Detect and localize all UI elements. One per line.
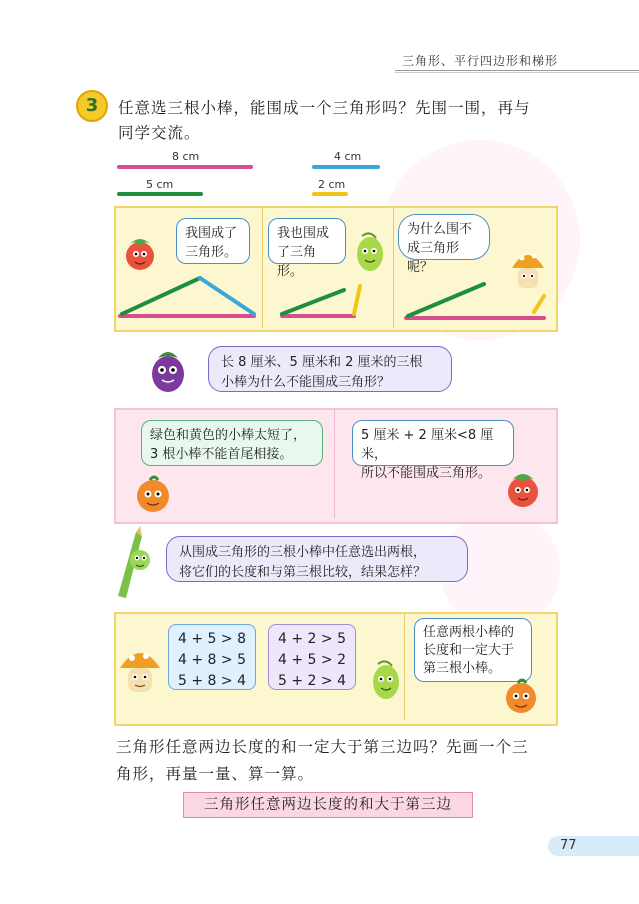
bubble-line: 从围成三角形的三根小棒中任意选出两根， [179, 545, 427, 560]
inequality: 5 + 2 > 4 [278, 673, 346, 689]
mushroom-character-icon [512, 254, 544, 289]
tomato-character-icon [126, 239, 154, 270]
stick-label-5cm: 5 cm [146, 178, 174, 191]
stick-label-2cm: 2 cm [318, 178, 346, 191]
bubble-line: 任意两根小棒的 [423, 625, 515, 640]
pencil-character-icon [112, 526, 162, 602]
inequality: 4 + 2 > 5 [278, 631, 346, 647]
followup-line1: 三角形任意两边长度的和一定大于第三边吗？先画一个三 [116, 738, 529, 756]
stick-2cm [312, 192, 348, 196]
bubble-line: 三角形。 [185, 245, 238, 260]
bubble-line: 了三角形。 [277, 245, 317, 279]
inequality: 4 + 5 > 2 [278, 652, 346, 668]
bubble-line: 为什么围不 [407, 222, 473, 237]
bubble-line: 我围成了 [185, 226, 238, 241]
header-rule-secondary [395, 72, 639, 73]
panel1-drawing [114, 206, 554, 328]
bubble-line: 小棒为什么不能围成三角形？ [221, 375, 391, 390]
inequalities-box-triangle2 [268, 624, 356, 690]
orange-character-icon [128, 468, 178, 518]
stick-yellow [534, 296, 544, 312]
chapter-title: 三角形、平行四边形和梯形 [402, 54, 559, 68]
inequality: 4 + 8 > 5 [178, 652, 246, 668]
bubble-line: 长度和一定大于 [423, 643, 515, 658]
bubble-line: 第三根小棒。 [423, 661, 502, 676]
followup-question [116, 734, 576, 788]
eggplant-character-icon [138, 336, 198, 396]
question-text [118, 96, 568, 146]
bubble-line: 将它们的长度和与第三根比较，结果怎样？ [179, 565, 427, 580]
stick-green [282, 290, 344, 314]
explanation-bubble-right [352, 420, 514, 481]
orange-character-icon [498, 672, 544, 718]
question-number-badge: 3 [76, 90, 108, 122]
question-text-line2: 同学交流。 [118, 124, 201, 142]
stick-yellow [354, 286, 360, 314]
bean-character-icon [357, 233, 383, 271]
stick-green [408, 284, 484, 316]
bubble-line: 成三角形呢？ [407, 241, 460, 275]
inequalities-box-triangle1 [168, 624, 256, 690]
tomato-character-icon [498, 462, 548, 512]
panel-divider [334, 410, 335, 518]
bubble-line: 长 8 厘米、5 厘米和 2 厘米的三根 [221, 355, 423, 370]
stick-5cm [117, 192, 203, 196]
stick-label-8cm: 8 cm [172, 150, 200, 163]
question-text-line1: 任意选三根小棒，能围成一个三角形吗？先围一围，再与 [118, 99, 531, 117]
eggplant-question-bubble [208, 346, 452, 392]
followup-line2: 角形，再量一量、算一算。 [116, 765, 315, 783]
bubble-line: 3 根小棒不能首尾相接。 [150, 447, 293, 462]
explanation-bubble-left [141, 420, 323, 466]
stick-green [122, 278, 200, 314]
inequality: 5 + 8 > 4 [178, 673, 246, 689]
comparison-prompt-bubble [166, 536, 468, 582]
stick-blue [200, 278, 254, 314]
conclusion-box: 三角形任意两边长度的和大于第三边 [183, 792, 473, 818]
bubble-line: 我也围成 [277, 226, 330, 241]
bubble-line: 5 厘米 + 2 厘米<8 厘米， [361, 428, 494, 462]
page-number: 77 [548, 836, 639, 856]
stick-4cm [312, 165, 380, 169]
stick-label-4cm: 4 cm [334, 150, 362, 163]
bubble-line: 绿色和黄色的小棒太短了， [150, 428, 307, 443]
bean-character-icon [366, 654, 406, 704]
header-rule [395, 70, 639, 71]
inequality: 4 + 5 > 8 [178, 631, 246, 647]
bubble-line: 所以不能围成三角形。 [361, 466, 492, 481]
mushroom-character-icon [118, 644, 162, 698]
stick-8cm [117, 165, 253, 169]
